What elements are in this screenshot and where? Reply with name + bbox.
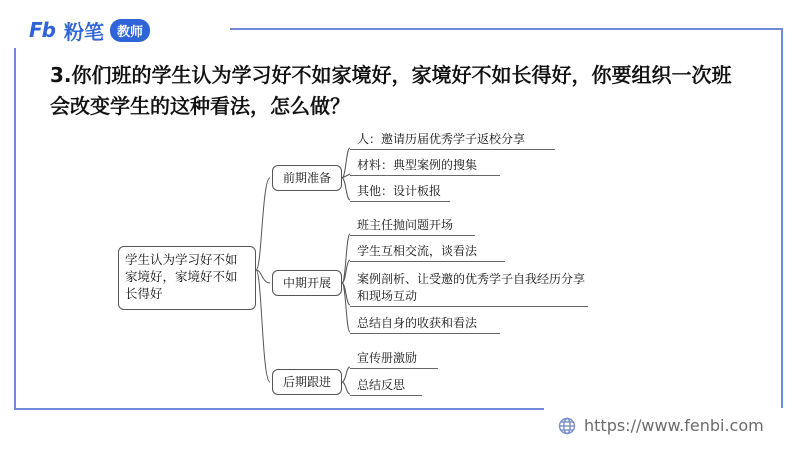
question-text: 3.你们班的学生认为学习好不如家境好，家境好不如长得好，你要组织一次班会改变学生的这种看法，怎么做？ [50,63,732,118]
brand-badge: 教师 [110,19,150,42]
branch-node-middle [272,270,342,296]
connector-b1-leaf-3 [342,178,350,200]
leaf-prep-materials: 材料：典型案例的搜集 [357,158,478,172]
leaf-middle-discussion: 学生互相交流，谈看法 [357,244,478,258]
leaf-underline [350,261,505,262]
leaf-middle-case-study: 案例剖析、让受邀的优秀学子自我经历分享和现场互动 [357,272,586,303]
branch-label-followup: 后期跟进 [282,375,331,389]
logo-mark: Fb [29,18,55,42]
leaf-followup-reflection: 总结反思 [357,378,406,392]
leaf-prep-other: 其他：设计板报 [357,184,442,198]
branch-label-middle: 中期开展 [282,276,331,290]
leaf-followup-brochure: 宣传册激励 [357,351,418,365]
branch-node-followup [272,369,342,395]
branch-node-prep [272,165,342,191]
connector-root-branch-1 [256,178,270,270]
leaf-underline [350,306,588,307]
leaf-underline [350,201,450,202]
footer-url[interactable] [558,416,764,435]
mindmap-root-node [118,246,256,310]
connector-b2-leaf-4 [342,283,350,332]
leaf-underline [350,368,438,369]
leaf-prep-people: 人：邀请历届优秀学子返校分享 [357,132,526,146]
root-label: 学生认为学习好不如家境好，家境好不如长得好 [125,252,238,301]
leaf-underline [350,395,422,396]
connector-b1-leaf-1 [342,148,350,178]
leaf-underline [350,235,475,236]
connector-root-branch-3 [256,270,270,382]
leaf-underline [350,333,500,334]
connector-b3-leaf-2 [342,382,350,394]
footer-url-text[interactable]: https://www.fenbi.com [584,416,764,435]
leaf-underline [350,175,500,176]
brand-name: 粉笔 [64,19,104,44]
leaf-underline [350,149,555,150]
connector-b3-leaf-1 [342,367,350,382]
leaf-middle-opening: 班主任抛问题开场 [357,218,454,232]
globe-icon [558,417,576,435]
leaf-middle-summary: 总结自身的收获和看法 [357,316,478,330]
branch-label-prep: 前期准备 [282,171,331,185]
connector-b2-leaf-1 [342,234,350,283]
